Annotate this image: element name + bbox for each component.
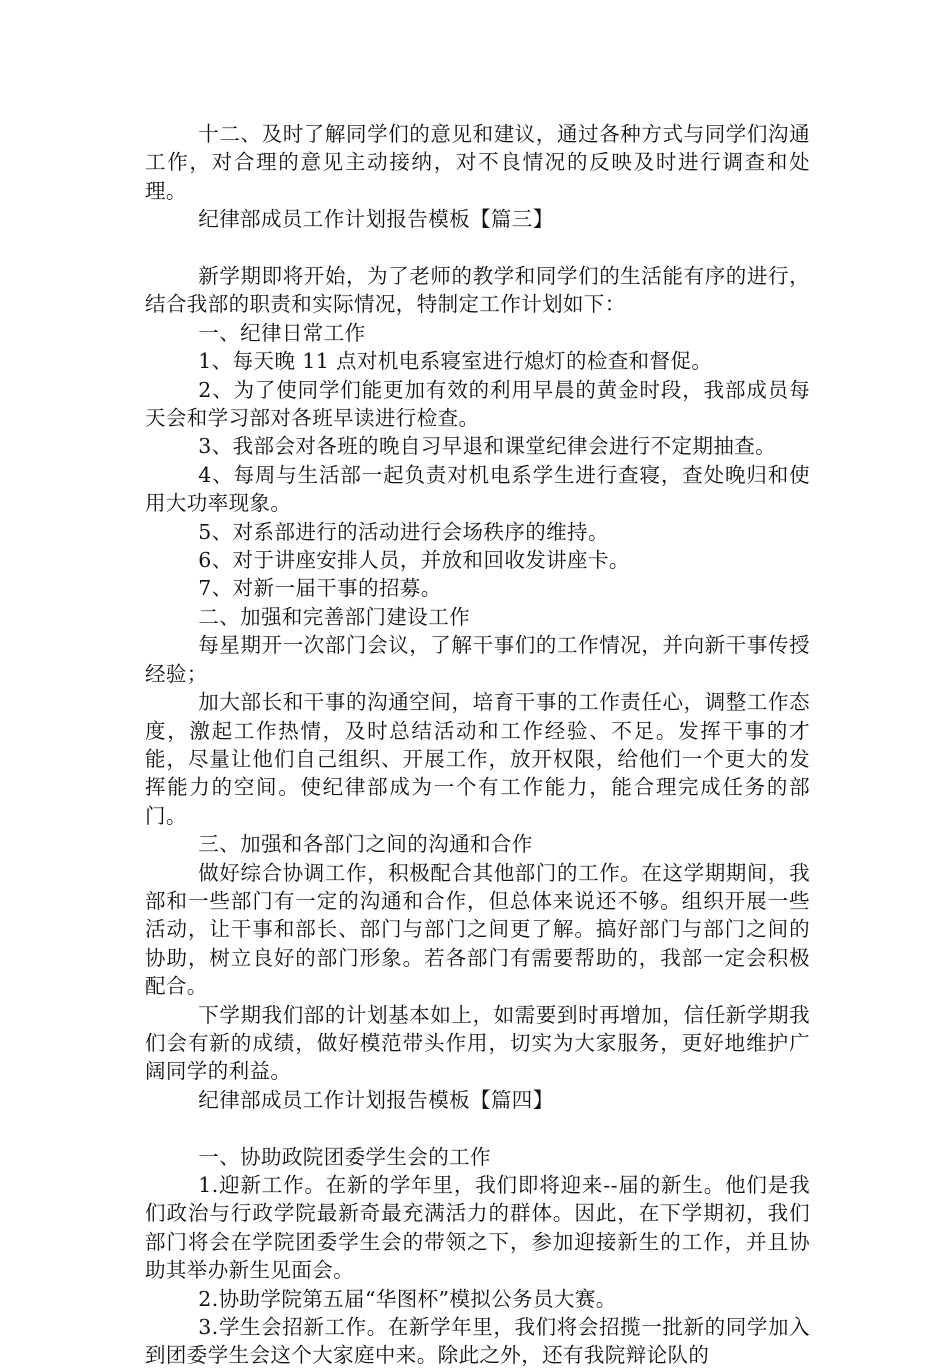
list-item: 3.学生会招新工作。在新学年里，我们将会招揽一批新的同学加入到团委学生会这个大家庭中来。除此之外，还有我院辩论队的	[145, 1315, 810, 1368]
list-item: 5、对系部进行的活动进行会场秩序的维持。	[198, 519, 609, 544]
list-item: 2.协助学院第五届“华图杯”模拟公务员大赛。	[198, 1286, 617, 1311]
subheading-interdepartment-cooperation: 三、加强和各部门之间的沟通和合作	[198, 832, 533, 857]
list-item: 3、我部会对各班的晚自习早退和课堂纪律会进行不定期抽查。	[198, 434, 777, 459]
paragraph: 加大部长和干事的沟通空间，培育干事的工作责任心，调整工作态度，激起工作热情，及时总结活动和工作经验、不足。发挥干事的才能，尽量让他们自己组织、开展工作，放开权限，给他们一个更大的发挥能力的空间。使纪律部成为一个有工作能力，能合理完成任务的部门。	[145, 690, 810, 828]
section-heading-part-four: 纪律部成员工作计划报告模板【篇四】	[198, 1087, 554, 1112]
list-item: 1.迎新工作。在新的学年里，我们即将迎来--届的新生。他们是我们政治与行政学院最新奇最充满活力的群体。因此，在下学期初，我们部门将会在学院团委学生会的带领之下，参加迎接新生的工作，并且协助其举办新生见面会。	[145, 1173, 810, 1283]
list-item: 2、为了使同学们能更加有效的利用早晨的黄金时段，我部成员每天会和学习部对各班早读进行检查。	[145, 377, 810, 431]
paragraph: 做好综合协调工作，积极配合其他部门的工作。在这学期期间，我部和一些部门有一定的沟通和合作，但总体来说还不够。组织开展一些活动，让干事和部长、部门与部门之间更了解。搞好部门与部门之间的协助，树立良好的部门形象。若各部门有需要帮助的，我部一定会积极配合。	[145, 860, 810, 999]
section-heading-part-three: 纪律部成员工作计划报告模板【篇三】	[198, 207, 554, 232]
paragraph: 下学期我们部的计划基本如上，如需要到时再增加，信任新学期我们会有新的成绩，做好模范带头作用，切实为大家服务，更好地维护广阔同学的利益。	[145, 1002, 810, 1084]
subheading-department-building: 二、加强和完善部门建设工作	[198, 604, 470, 629]
paragraph: 每星期开一次部门会议，了解干事们的工作情况，并向新干事传授经验；	[145, 633, 810, 686]
subheading-discipline-daily-work: 一、纪律日常工作	[198, 320, 366, 345]
blank-line	[145, 1114, 810, 1142]
document-body	[145, 120, 810, 1370]
blank-line	[145, 234, 810, 262]
paragraph-item-twelve: 十二、及时了解同学们的意见和建议，通过各种方式与同学们沟通工作，对合理的意见主动接纳，对不良情况的反映及时进行调查和处理。	[145, 122, 810, 203]
list-item: 7、对新一届干事的招募。	[198, 576, 442, 601]
list-item: 4、每周与生活部一起负责对机电系学生进行查寝，查处晚归和使用大功率现象。	[145, 462, 810, 516]
list-item: 6、对于讲座安排人员，并放和回收发讲座卡。	[198, 548, 630, 573]
paragraph-intro: 新学期即将开始，为了老师的教学和同学们的生活能有序的进行，结合我部的职责和实际情况，特制定工作计划如下：	[145, 264, 810, 317]
subheading-assist-student-union: 一、协助政院团委学生会的工作	[198, 1144, 491, 1169]
list-item: 1、每天晚 11 点对机电系寝室进行熄灯的检查和督促。	[198, 349, 713, 374]
